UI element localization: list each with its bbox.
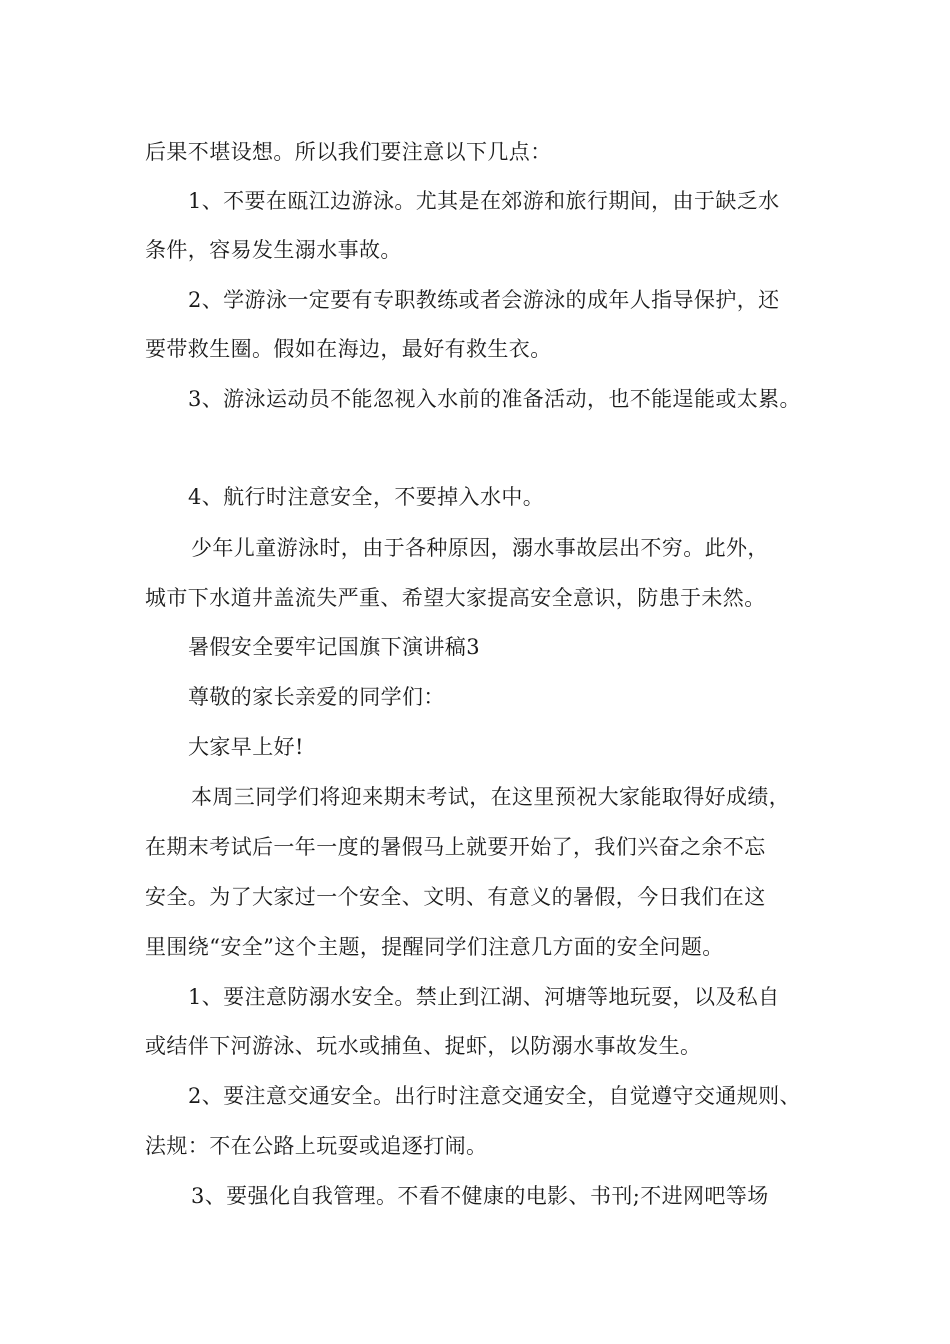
text-line: 本周三同学们将迎来期末考试，在这里预祝大家能取得好成绩， [191,785,791,809]
text-line: 大家早上好! [188,735,304,759]
text-line: 后果不堪设想。所以我们要注意以下几点： [145,140,552,164]
text-line: 2、学游泳一定要有专职教练或者会游泳的成年人指导保护，还 [188,288,780,312]
text-line: 3、游泳运动员不能忽视入水前的准备活动，也不能逞能或太累。 [188,387,801,411]
text-line: 要带救生圈。假如在海边，最好有救生衣。 [145,337,552,361]
text-line: 或结伴下河游泳、玩水或捕鱼、捉虾，以防溺水事故发生。 [145,1034,702,1058]
text-line: 1、要注意防溺水安全。禁止到江湖、河塘等地玩耍，以及私自 [188,985,780,1009]
text-line: 少年儿童游泳时，由于各种原因，溺水事故层出不穷。此外， [191,536,769,560]
text-line: 安全。为了大家过一个安全、文明、有意义的暑假，今日我们在这 [145,885,766,909]
text-line: 1、不要在瓯江边游泳。尤其是在郊游和旅行期间，由于缺乏水 [188,189,780,213]
text-line: 城市下水道井盖流失严重、希望大家提高安全意识，防患于未然。 [145,586,766,610]
text-line: 暑假安全要牢记国旗下演讲稿3 [188,635,480,659]
text-line: 尊敬的家长亲爱的同学们： [188,685,445,709]
text-line: 在期末考试后一年一度的暑假马上就要开始了，我们兴奋之余不忘 [145,835,766,859]
text-line: 3、要强化自我管理。不看不健康的电影、书刊;不进网吧等场 [191,1184,769,1208]
text-line: 法规：不在公路上玩耍或追逐打闹。 [145,1134,488,1158]
text-line: 2、要注意交通安全。出行时注意交通安全，自觉遵守交通规则、 [188,1084,801,1108]
text-line: 里围绕“安全”这个主题，提醒同学们注意几方面的安全问题。 [145,935,724,959]
text-line: 4、航行时注意安全，不要掉入水中。 [188,485,545,509]
text-line: 条件，容易发生溺水事故。 [145,238,402,262]
